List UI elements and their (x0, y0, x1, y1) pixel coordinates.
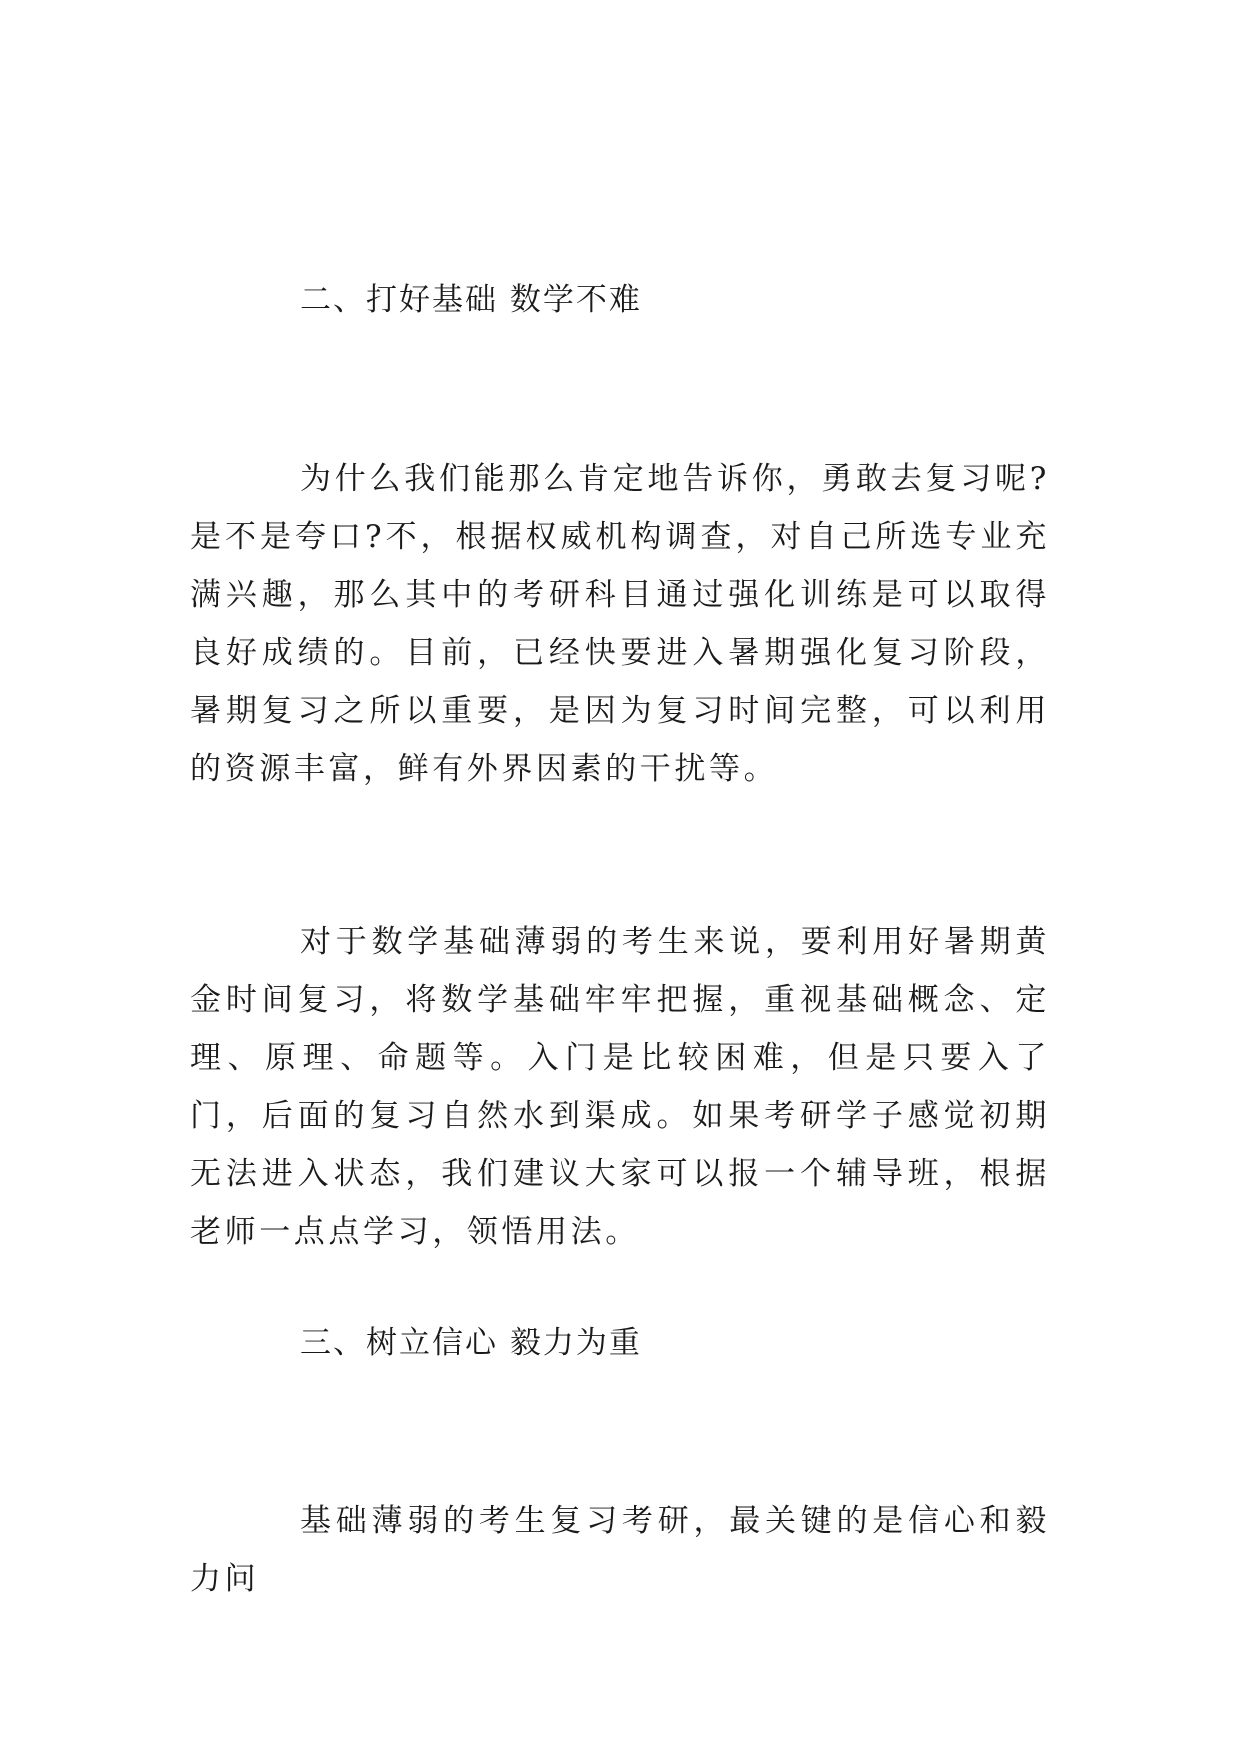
section-heading: 三、树立信心 毅力为重 (300, 1325, 642, 1361)
body-paragraph: 为什么我们能那么肯定地告诉你，勇敢去复习呢?是不是夸口?不，根据权威机构调查，对自己所选专业充满兴趣，那么其中的考研科目通过强化训练是可以取得良好成绩的。目前，已经快要进入暑期强化复习阶段，暑期复习之所以重要，是因为复习时间完整，可以利用的资源丰富，鲜有外界因素的干扰等。 (190, 461, 1050, 787)
body-paragraph: 对于数学基础薄弱的考生来说，要利用好暑期黄金时间复习，将数学基础牢牢把握，重视基础概念、定理、原理、命题等。入门是比较困难，但是只要入了门，后面的复习自然水到渠成。如果考研学子感觉初期无法进入状态，我们建议大家可以报一个辅导班，根据老师一点点学习，领悟用法。 (190, 924, 1050, 1250)
body-paragraph: 基础薄弱的考生复习考研，最关键的是信心和毅力问 (190, 1503, 1050, 1597)
section-heading: 二、打好基础 数学不难 (300, 282, 642, 318)
